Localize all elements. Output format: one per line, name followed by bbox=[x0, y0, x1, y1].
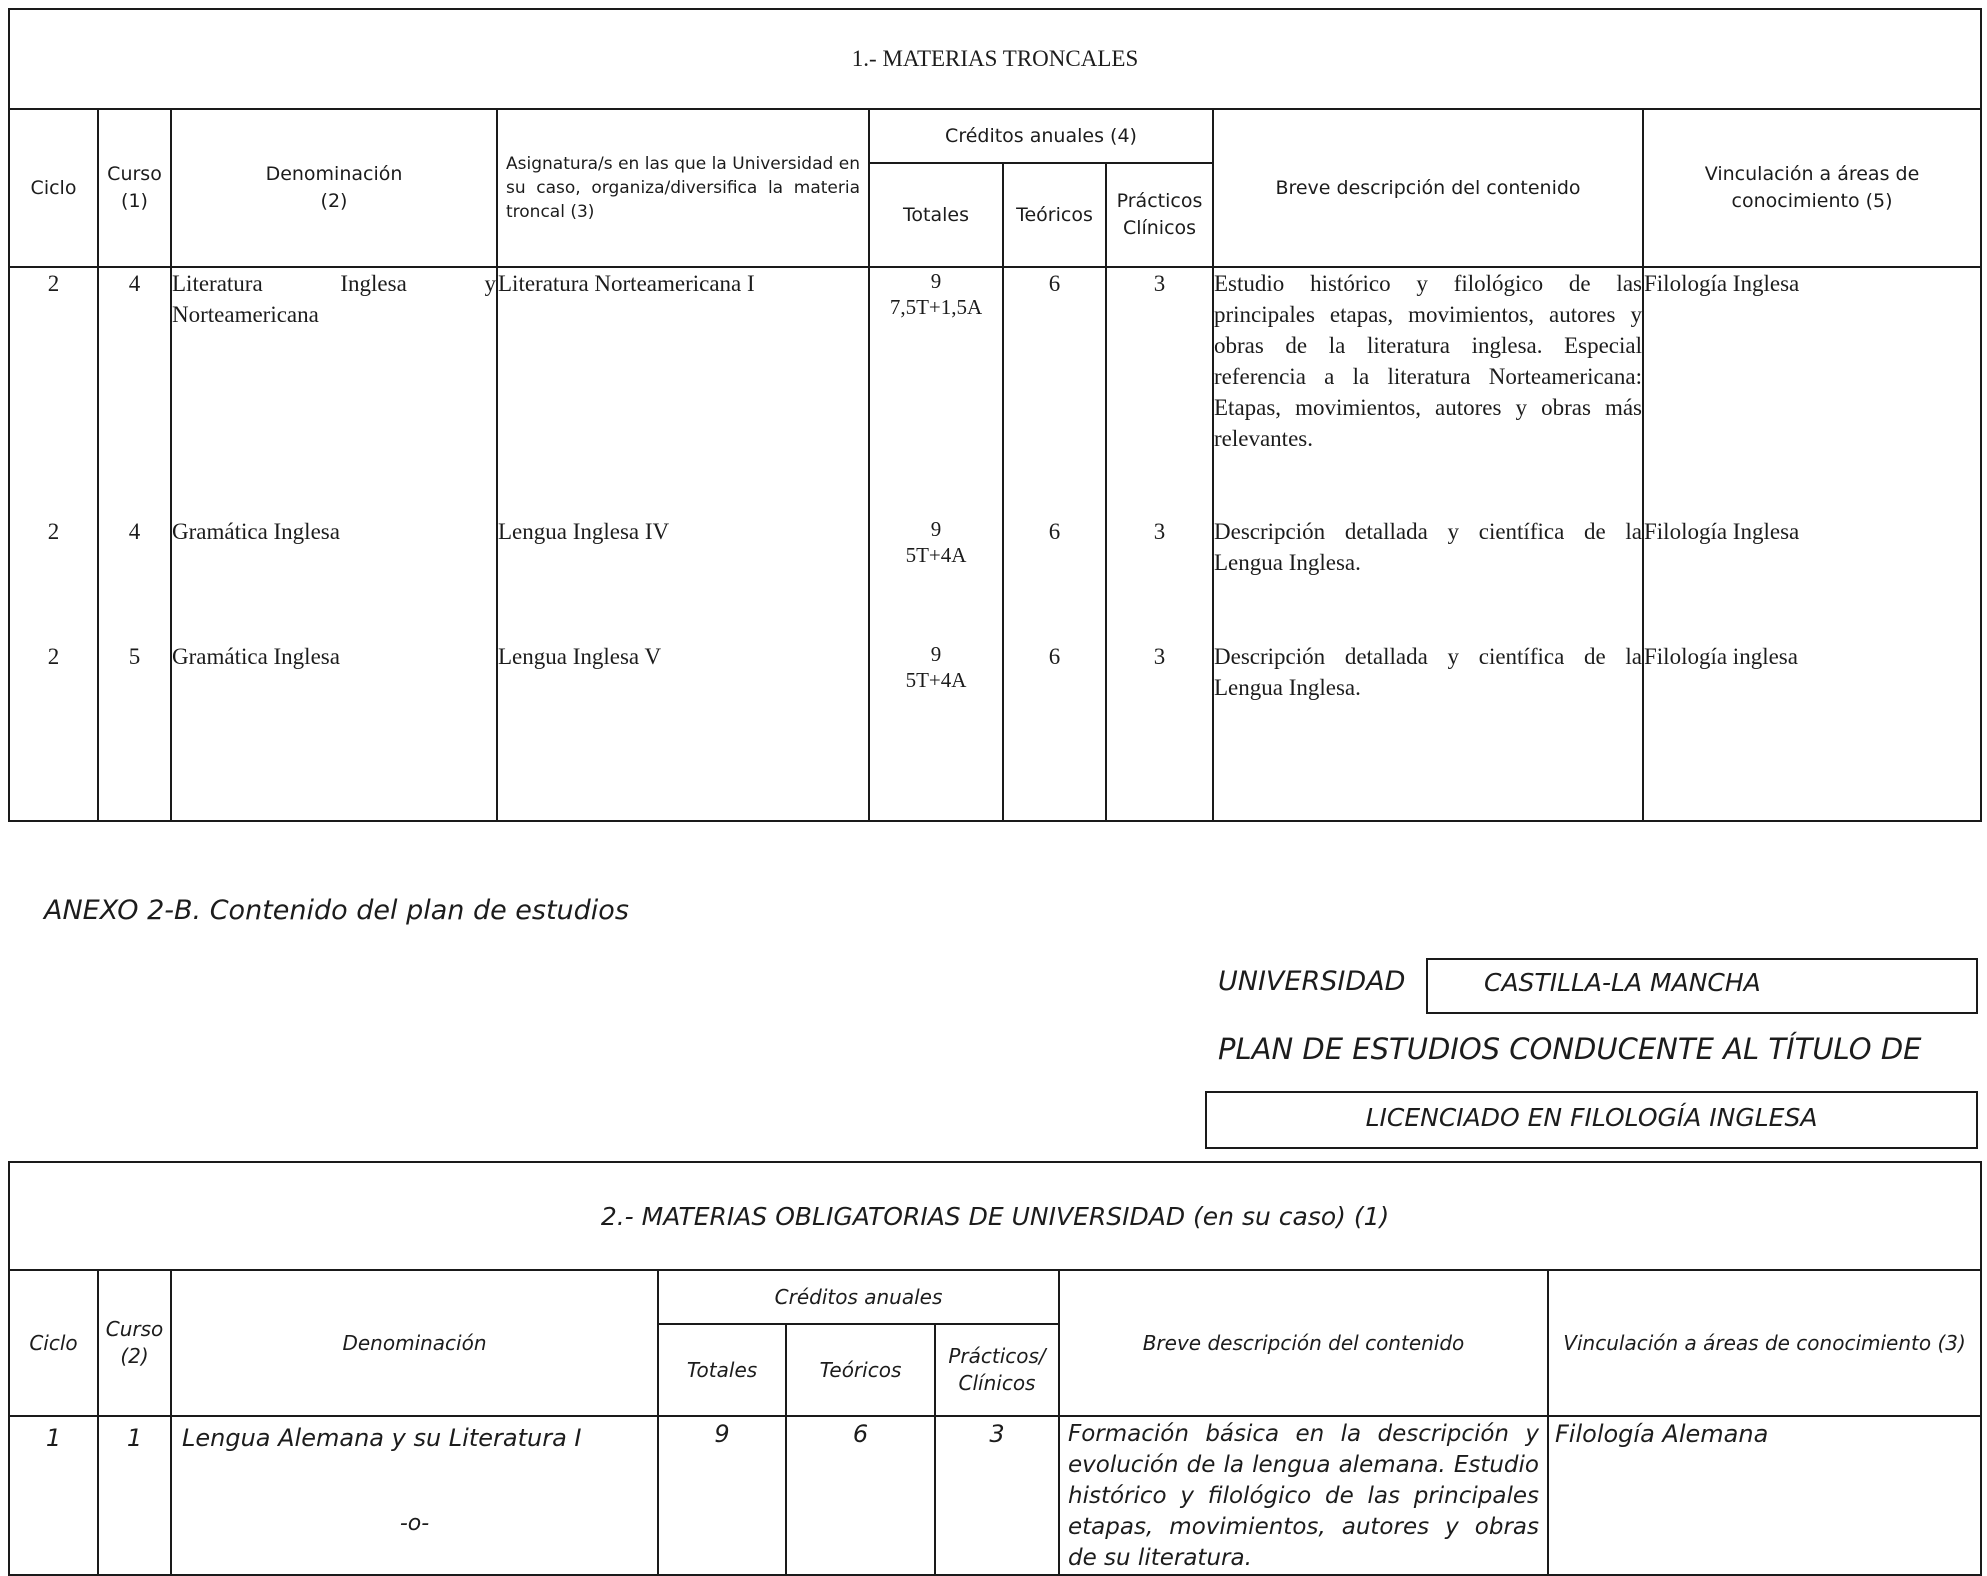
descripcion-column bbox=[1213, 267, 1643, 821]
row3-vinculacion: Filología inglesa bbox=[1644, 644, 1798, 669]
t2-header-totales: Totales bbox=[658, 1324, 786, 1416]
curso-column bbox=[98, 267, 171, 821]
obligatorias-table bbox=[8, 1161, 1982, 1576]
row3-practicos: 3 bbox=[1153, 644, 1166, 669]
row3-asignatura: Lengua Inglesa V bbox=[498, 644, 662, 669]
header-practicos: Prácticos Clínicos bbox=[1106, 163, 1213, 267]
header-vinculacion: Vinculación a áreas de conocimiento (5) bbox=[1643, 109, 1981, 267]
row1-teoricos: 6 bbox=[1048, 271, 1061, 296]
anexo-heading: ANEXO 2-B. Contenido del plan de estudios bbox=[44, 895, 629, 926]
t2-header-teoricos: Teóricos bbox=[786, 1324, 935, 1416]
obligatorias-title: 2.- MATERIAS OBLIGATORIAS DE UNIVERSIDAD (en su caso) (1) bbox=[9, 1162, 1981, 1270]
row2-totales-detail: 5T+4A bbox=[905, 543, 967, 567]
t2-header-vinculacion: Vinculación a áreas de conocimiento (3) bbox=[1548, 1270, 1981, 1416]
t2-row1-ciclo: 1 bbox=[9, 1416, 98, 1575]
teoricos-column bbox=[1003, 267, 1106, 821]
row1-denominacion: Literatura Inglesa y Norteamericana bbox=[172, 271, 496, 327]
row3-teoricos: 6 bbox=[1048, 644, 1061, 669]
asignatura-column bbox=[497, 267, 869, 821]
row1-descripcion: Estudio histórico y filológico de las principales etapas, movimientos, autores y obras de la literatura inglesa. Especial referencia a la literatura Norteamericana: Etapas, movimientos, autores y obras más relevantes. bbox=[1214, 271, 1642, 451]
troncales-title: 1.- MATERIAS TRONCALES bbox=[9, 9, 1981, 109]
header-denominacion-label: Denominación bbox=[265, 163, 403, 185]
row1-totales-detail: 7,5T+1,5A bbox=[889, 295, 983, 319]
t2-row1-totales: 9 bbox=[658, 1416, 786, 1575]
row1-totales: 9 bbox=[930, 269, 942, 293]
t2-row1-denominacion-cell bbox=[171, 1416, 658, 1575]
row3-descripcion: Descripción detallada y científica de la Lengua Inglesa. bbox=[1214, 644, 1642, 700]
universidad-value-box: CASTILLA-LA MANCHA bbox=[1426, 958, 1978, 1014]
header-creditos: Créditos anuales (4) bbox=[869, 109, 1213, 163]
row3-denominacion: Gramática Inglesa bbox=[172, 644, 340, 669]
plan-label: PLAN DE ESTUDIOS CONDUCENTE AL TÍTULO DE bbox=[1218, 1032, 1922, 1066]
t2-row1-teoricos: 6 bbox=[786, 1416, 935, 1575]
row2-ciclo: 2 bbox=[47, 519, 60, 544]
row3-ciclo: 2 bbox=[47, 644, 60, 669]
practicos-column bbox=[1106, 267, 1213, 821]
row1-vinculacion: Filología Inglesa bbox=[1644, 271, 1800, 296]
denominacion-column bbox=[171, 267, 497, 821]
t2-header-descripcion: Breve descripción del contenido bbox=[1059, 1270, 1548, 1416]
vinculacion-column bbox=[1643, 267, 1981, 821]
header-curso-note: (1) bbox=[121, 190, 148, 212]
universidad-label: UNIVERSIDAD bbox=[1218, 966, 1406, 997]
t2-header-creditos: Créditos anuales bbox=[658, 1270, 1059, 1324]
header-teoricos: Teóricos bbox=[1003, 163, 1106, 267]
row2-denominacion: Gramática Inglesa bbox=[172, 519, 340, 544]
row3-curso: 5 bbox=[128, 644, 141, 669]
header-descripcion: Breve descripción del contenido bbox=[1213, 109, 1643, 267]
header-curso-label: Curso bbox=[107, 163, 162, 185]
t2-header-denominacion: Denominación bbox=[171, 1270, 658, 1416]
row2-asignatura: Lengua Inglesa IV bbox=[498, 519, 670, 544]
row1-ciclo: 2 bbox=[47, 271, 60, 296]
row2-practicos: 3 bbox=[1153, 519, 1166, 544]
header-ciclo: Ciclo bbox=[9, 109, 98, 267]
row2-teoricos: 6 bbox=[1048, 519, 1061, 544]
t2-row1-practicos: 3 bbox=[935, 1416, 1059, 1575]
troncales-table bbox=[8, 8, 1982, 822]
t2-row1-vinculacion: Filología Alemana bbox=[1548, 1416, 1981, 1575]
totales-column bbox=[869, 267, 1003, 821]
t2-header-curso-label: Curso bbox=[105, 1317, 164, 1341]
header-totales: Totales bbox=[869, 163, 1003, 267]
t2-header-curso bbox=[98, 1270, 171, 1416]
row2-totales: 9 bbox=[930, 517, 942, 541]
header-curso bbox=[98, 109, 171, 267]
end-mark: -o- bbox=[399, 1511, 430, 1536]
row3-totales-detail: 5T+4A bbox=[905, 668, 967, 692]
t2-row1-curso: 1 bbox=[98, 1416, 171, 1575]
t2-header-curso-note: (2) bbox=[120, 1344, 149, 1368]
ciclo-column bbox=[9, 267, 98, 821]
row2-curso: 4 bbox=[128, 519, 141, 544]
row1-asignatura: Literatura Norteamericana I bbox=[498, 271, 755, 296]
row1-curso: 4 bbox=[128, 271, 141, 296]
t2-row1-descripcion: Formación básica en la descripción y evolución de la lengua alemana. Estudio histórico y filológico de las principales etapas, movimientos, autores y obras de su literatura. bbox=[1059, 1416, 1548, 1575]
header-asignatura: Asignatura/s en las que la Universidad en su caso, organiza/diversifica la materia troncal (3) bbox=[497, 109, 869, 267]
row2-vinculacion: Filología Inglesa bbox=[1644, 519, 1800, 544]
row2-descripcion: Descripción detallada y científica de la Lengua Inglesa. bbox=[1214, 519, 1642, 575]
row1-practicos: 3 bbox=[1153, 271, 1166, 296]
t2-header-practicos: Prácticos/ Clínicos bbox=[935, 1324, 1059, 1416]
header-denominacion bbox=[171, 109, 497, 267]
header-denominacion-note: (2) bbox=[320, 190, 348, 212]
row3-totales: 9 bbox=[930, 642, 942, 666]
t2-row1-denominacion: Lengua Alemana y su Literatura I bbox=[182, 1424, 582, 1452]
t2-header-ciclo: Ciclo bbox=[9, 1270, 98, 1416]
titulo-value-box: LICENCIADO EN FILOLOGÍA INGLESA bbox=[1205, 1091, 1978, 1149]
